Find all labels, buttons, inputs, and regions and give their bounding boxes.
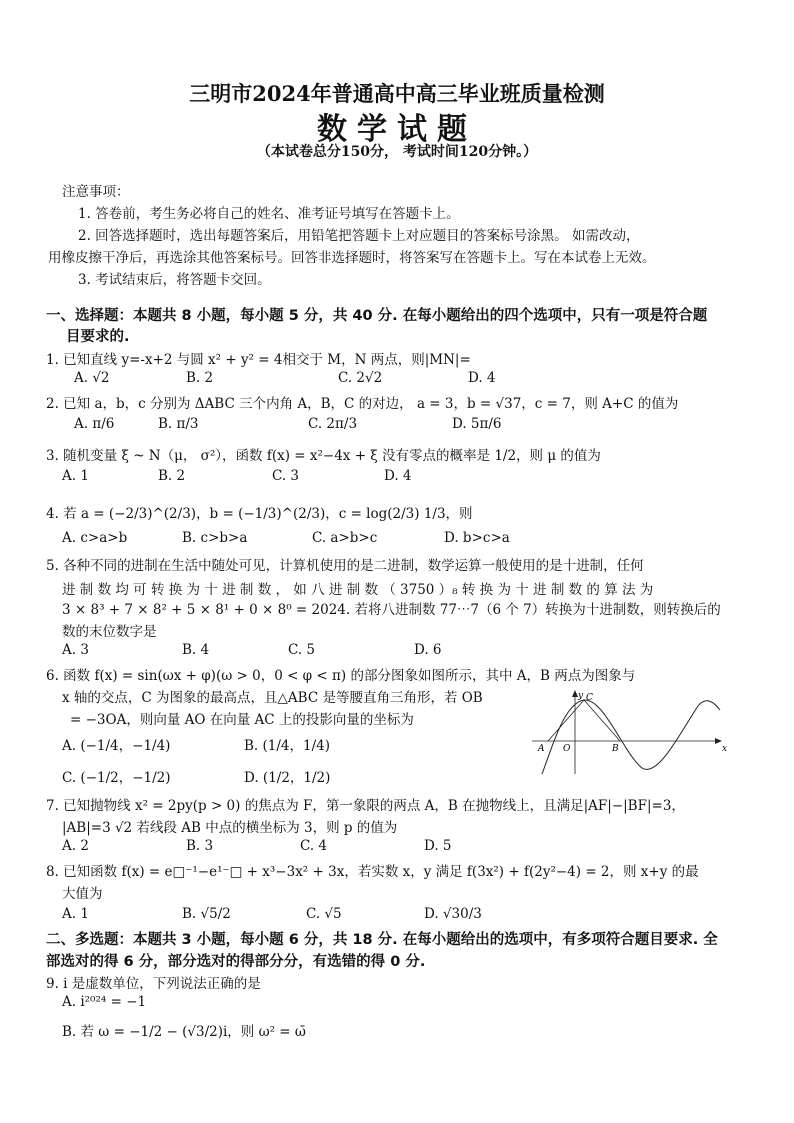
option-d: D. 4: [384, 468, 412, 484]
question-stem: 5. 各种不同的进制在生活中随处可见，计算机使用的是二进制，数学运算一般使用的是十进制，任何: [46, 558, 644, 574]
option-a: A. π/6: [74, 416, 115, 432]
question-stem: 数的末位数字是: [62, 624, 157, 640]
option-d: D. 5: [424, 838, 452, 854]
section-heading: 目要求的.: [66, 329, 130, 345]
option-d: D. √30/3: [424, 906, 482, 922]
question-stem: 大值为: [62, 886, 103, 902]
question-stem: 4. 若 a = (−2/3)^(2/3)，b = (−1/3)^(2/3)，c = log(2/3) 1/3，则: [46, 506, 473, 522]
section-heading: 部选对的得 6 分，部分选对的得部分分，有选错的得 0 分.: [46, 954, 426, 970]
option-a: A. 2: [62, 838, 89, 854]
option-d: D. 5π/6: [452, 416, 502, 432]
option-a: A. 1: [62, 906, 89, 922]
section-heading: 二、多选题：本题共 3 小题，每小题 6 分，共 18 分. 在每小题给出的选项中，有多项符合题目要求. 全: [46, 932, 718, 948]
option-c: C. 4: [300, 838, 328, 854]
option-d: D. (1/2，1/2): [244, 770, 331, 786]
point-c-label: C: [586, 693, 593, 703]
x-axis-arrow: [715, 738, 722, 744]
sine-graph-figure: [530, 688, 730, 778]
option-a: A. 3: [62, 642, 89, 658]
section-heading: 一、选择题：本题共 8 小题，每小题 5 分，共 40 分. 在每小题给出的四个选项中，只有一项是符合题: [46, 308, 708, 324]
option-b: B. π/3: [158, 416, 199, 432]
question-stem: 2. 已知 a，b，c 分别为 ΔABC 三个内角 A，B，C 的对边， a = 3，b = √37，c = 7，则 A+C 的值为: [46, 396, 679, 412]
option-b: B. (1/4，1/4): [244, 738, 330, 754]
question-stem: 8. 已知函数 f(x) = e□⁻¹−e¹⁻□ + x³−3x² + 3x，若实数 x，y 满足 f(3x²) + f(2y²−4) = 2，则 x+y 的最: [46, 864, 699, 880]
subject-title: 数学试题: [317, 112, 477, 147]
option-c: C. a>b>c: [312, 530, 378, 546]
option-c: C. 3: [272, 468, 300, 484]
option-d: D. 6: [414, 642, 442, 658]
question-stem: 6. 函数 f(x) = sin(ωx + φ)(ω > 0，0 < φ < π) 的部分图象如图所示，其中 A，B 两点为图象与: [46, 668, 636, 684]
question-stem: |AB|=3 √2 若线段 AB 中点的横坐标为 3，则 p 的值为: [62, 820, 398, 836]
option-a: A. c>a>b: [62, 530, 128, 546]
question-stem: 进 制 数 均 可 转 换 为 十 进 制 数 ， 如 八 进 制 数 （ 3750 ）₈ 转 换 为 十 进 制 数 的 算 法 为: [62, 582, 654, 598]
exam-title: 三明市2024年普通高中高三毕业班质量检测: [189, 81, 605, 106]
notice-item: 3. 考试结束后，将答题卡交回。: [78, 272, 271, 288]
question-stem: 3. 随机变量 ξ ~ N（μ， σ²），函数 f(x) = x²−4x + ξ 没有零点的概率是 1/2，则 μ 的值为: [46, 448, 601, 464]
origin-label: O: [563, 744, 571, 754]
exam-info: （本试卷总分150分， 考试时间120分钟。）: [256, 144, 538, 160]
point-a-label: A: [538, 744, 545, 754]
notice-item: 2. 回答选择题时，选出每题答案后，用铅笔把答题卡上对应题目的答案标号涂黑。 如需改动，: [78, 228, 640, 244]
question-stem: 7. 已知抛物线 x² = 2py(p > 0) 的焦点为 F，第一象限的两点 A，B 在抛物线上，且满足|AF|−|BF|=3，: [46, 798, 685, 814]
option-b: B. √5/2: [182, 906, 231, 922]
point-b-label: B: [612, 744, 619, 754]
option-c: C. 2√2: [338, 370, 383, 386]
option-a: A. 1: [62, 468, 89, 484]
option-c: C. √5: [306, 906, 342, 922]
option-b: B. 若 ω = −1/2 − (√3/2)i，则 ω² = ω̄: [62, 1024, 306, 1040]
segment-ac: [548, 700, 584, 741]
option-b: B. c>b>a: [182, 530, 248, 546]
question-stem: 9. i 是虚数单位，下列说法正确的是: [46, 976, 261, 992]
question-stem: 1. 已知直线 y=-x+2 与圆 x² + y² = 4相交于 M，N 两点，则|MN|=: [46, 352, 471, 368]
question-stem: = −3OA，则向量 AO 在向量 AC 上的投影向量的坐标为: [70, 712, 414, 728]
sine-curve: [542, 700, 720, 774]
option-b: B. 3: [186, 838, 214, 854]
option-c: C. 2π/3: [308, 416, 358, 432]
option-a: A. i²⁰²⁴ = −1: [62, 994, 147, 1010]
option-c: C. 5: [288, 642, 316, 658]
notice-heading: 注意事项：: [62, 184, 130, 200]
option-d: D. 4: [468, 370, 496, 386]
option-b: B. 2: [186, 370, 214, 386]
x-label: x: [722, 744, 728, 754]
option-d: D. b>c>a: [444, 530, 510, 546]
option-a: A. (−1/4，−1/4): [62, 738, 171, 754]
option-a: A. √2: [74, 370, 110, 386]
option-c: C. (−1/2，−1/2): [62, 770, 171, 786]
option-b: B. 2: [158, 468, 186, 484]
notice-item: 用橡皮擦干净后，再选涂其他答案标号。回答非选择题时，将答案写在答题卡上。写在本试卷上无效。: [48, 250, 656, 266]
segment-cb: [584, 700, 620, 741]
y-label: y: [578, 691, 584, 701]
option-b: B. 4: [182, 642, 210, 658]
question-stem: 3 × 8³ + 7 × 8² + 5 × 8¹ + 0 × 8⁰ = 2024. 若将八进制数 77⋯7（6 个 7）转换为十进制数，则转换后的: [62, 602, 721, 618]
question-stem: x 轴的交点，C 为图象的最高点，且△ABC 是等腰直角三角形，若 OB: [62, 690, 483, 706]
notice-item: 1. 答卷前，考生务必将自己的姓名、准考证号填写在答题卡上。: [78, 206, 460, 222]
